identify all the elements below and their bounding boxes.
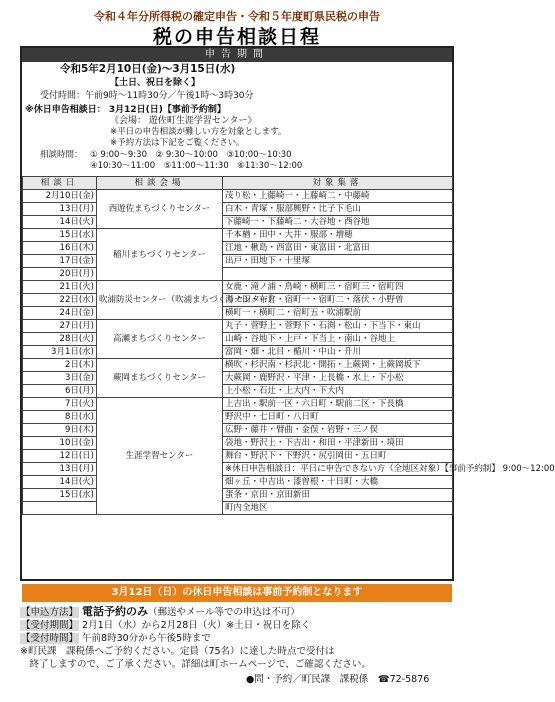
row-venue: 生涯学習センター <box>97 398 223 515</box>
footer-note-2: 終了しますので、ご了承ください。詳細は町ホームページで、ご確認ください。 <box>20 659 371 670</box>
holiday-venue: 《会場： 遊佐町生涯学習センター》 <box>110 116 257 126</box>
row-venue: 蕨岡まちづくりセンター <box>97 359 223 398</box>
row-date: 15日(水) <box>23 489 97 502</box>
row-areas: ※休日申告相談日：平日に申告できない方（全地区対象）【事前予約制】 9:00～12:00 <box>223 463 453 476</box>
table-row <box>23 424 453 437</box>
row-date: 28日(火) <box>23 333 97 346</box>
apply-label: 【申込方法】 <box>21 607 79 618</box>
row-areas: 下藤崎一・下藤崎二・大谷地・西谷地 <box>223 216 453 229</box>
hours-text: 午前8時30分から午後5時まで <box>82 633 211 644</box>
table-row <box>23 502 453 515</box>
row-areas: 茂り松・上藤崎一・上藤崎二・中藤崎 <box>223 190 453 203</box>
table-row <box>23 411 453 424</box>
row-date: 6日(月) <box>23 385 97 398</box>
row-date: 13日(月) <box>23 203 97 216</box>
schedule-table <box>22 176 555 515</box>
row-date: 12日(日) <box>23 450 97 463</box>
row-date <box>23 502 97 515</box>
row-areas: 舞台・野沢下・下野沢・尻引岡田・五日町 <box>223 450 453 463</box>
row-areas: 上小松・石辻・上大内・下大内 <box>223 385 453 398</box>
apply-row <box>20 606 300 619</box>
col-header-areas: 対象集落 <box>223 177 453 190</box>
row-areas: 大蕨岡・鹿野沢・平津・上長橋・水上・下小松 <box>223 372 453 385</box>
period-row <box>20 620 310 632</box>
page-title: 税の申告相談日程 <box>152 26 321 48</box>
footer-note-1: ※町民課 課税係へご予約ください。定員（75名）に達した時点で受付は <box>20 646 335 657</box>
row-date: 2月10日(金) <box>23 190 97 203</box>
row-areas: 畑ヶ丘・中吉出・漆曽根・十日町・大橋 <box>223 476 453 489</box>
table-row <box>23 229 453 242</box>
table-row <box>23 346 453 359</box>
hours-label: 【受付時間】 <box>21 633 79 644</box>
apply-text: 電話予約のみ <box>82 605 149 618</box>
row-date: 3日(金) <box>23 372 97 385</box>
table-row <box>23 307 453 320</box>
period-label: 【受付期間】 <box>21 620 79 631</box>
row-date: 14日(火) <box>23 476 97 489</box>
row-areas: 江地・楸島・西富田・東富田・北富田 <box>223 242 453 255</box>
row-areas <box>223 268 453 281</box>
table-row <box>23 255 453 268</box>
col-header-date: 相談日 <box>23 177 97 190</box>
row-areas: 広野・藤井・臂曲・金俣・岩野・三ノ俣 <box>223 424 453 437</box>
row-areas: 上吉出・駅前一区・六日町・駅前二区・下長橋 <box>223 398 453 411</box>
period-note: 【土日、祝日を除く】 <box>110 78 201 88</box>
row-venue: 稲川まちづくりセンター <box>97 229 223 281</box>
row-areas: 町内全地区 <box>223 502 453 515</box>
holiday-note1: ※平日の申告相談が難しい方を対象とします。 <box>110 127 287 137</box>
period-dates: 令和5年2月10日(金)～3月15日(水) <box>60 63 236 75</box>
table-row <box>23 203 453 216</box>
table-row <box>23 242 453 255</box>
holiday-banner: 3月12日（日）の休日申告相談は事前予約制となります <box>22 584 452 602</box>
row-areas: 女鹿・滝ノ浦・鳥崎・横町三・宿町三・宿町四 <box>223 281 453 294</box>
row-date: 15日(水) <box>23 229 97 242</box>
row-date: 16日(木) <box>23 242 97 255</box>
row-date: 9日(木) <box>23 424 97 437</box>
row-date: 17日(金) <box>23 255 97 268</box>
header-line: 令和４年分所得税の確定申告・令和５年度町県民税の申告 <box>94 10 380 23</box>
row-areas: 湯ノ田・布倉・宿町一・宿町二・落伏・小野曽 <box>223 294 453 307</box>
table-row <box>23 450 453 463</box>
table-row <box>23 489 453 502</box>
table-row <box>23 294 453 307</box>
contact-info: ●問・予約／町民課 課税係 ☎72-5876 <box>246 674 430 685</box>
row-date: 24日(金) <box>23 307 97 320</box>
col-header-venue: 相談会場 <box>97 177 223 190</box>
row-date: 27日(月) <box>23 320 97 333</box>
row-date: 13日(月) <box>23 463 97 476</box>
table-row <box>23 333 453 346</box>
row-areas: 山崎・谷地下・上戸・下当上・南山・谷地上 <box>223 333 453 346</box>
table-row <box>23 268 453 281</box>
row-areas: 富岡・畑・北目・楯川・中山・升川 <box>223 346 453 359</box>
row-areas: 袋地・野沢上・下吉出・和田・平津新田・境田 <box>223 437 453 450</box>
hours-row <box>20 633 211 645</box>
row-date: 2日(木) <box>23 359 97 372</box>
row-areas: 横町一・横町二・宿町五・吹浦駅前 <box>223 307 453 320</box>
table-row <box>23 320 453 333</box>
period-hours: 受付時間：午前9時～11時30分／午後1時～3時30分 <box>40 91 254 101</box>
row-date: 20日(月) <box>23 268 97 281</box>
period-bar: 申告期間 <box>22 48 452 62</box>
row-areas: 丸子・菅野上・菅野下・石渕・松山・下当下・東山 <box>223 320 453 333</box>
table-row <box>23 190 453 203</box>
table-row <box>23 463 453 476</box>
table-row <box>23 216 453 229</box>
row-areas: 蛋条・京田・京田新田 <box>223 489 453 502</box>
row-date: 8日(水) <box>23 411 97 424</box>
holiday-note2: ※予約方法は下記をご覧ください。 <box>110 138 245 148</box>
row-areas: 野沢中・七日町・八日町 <box>223 411 453 424</box>
row-date: 10日(金) <box>23 437 97 450</box>
holiday-title: ※休日申告相談日： 3月12日(日)【事前予約制】 <box>25 105 226 115</box>
holiday-times-2: ④10:30～11:00 ⑤11:00～11:30 ⑥11:30～12:00 <box>90 161 303 171</box>
table-row <box>23 476 453 489</box>
table-row <box>23 398 453 411</box>
holiday-times-1: ① 9:00～9:30 ② 9:30～10:00 ③10:00～10:30 <box>90 150 292 160</box>
row-date: 14日(火) <box>23 216 97 229</box>
row-areas: 横吹・杉沢南・杉沢北・開拓・上蕨岡・上蕨岡坂下 <box>223 359 453 372</box>
row-date: 7日(火) <box>23 398 97 411</box>
period-text: 2月1日（水）から2月28日（火）※土日・祝日を除く <box>82 620 311 631</box>
row-areas: 白木・青塚・服部興野・比子下毛山 <box>223 203 453 216</box>
table-row <box>23 372 453 385</box>
row-date: 21日(火) <box>23 281 97 294</box>
table-row <box>23 359 453 372</box>
row-date: 22日(水) <box>23 294 97 307</box>
table-row <box>23 385 453 398</box>
row-venue: 西遊佐まちづくりセンター <box>97 190 223 229</box>
apply-note: （郵送やメール等での申込は不可） <box>148 607 300 618</box>
table-row <box>23 437 453 450</box>
row-venue: 吹浦防災センター（吹浦まちづくりセンター） <box>97 281 223 320</box>
holiday-times-label: 相談時間： <box>40 150 83 160</box>
row-date: 3月1日(水) <box>23 346 97 359</box>
row-areas: 千本楢・田中・大井・服部・増穂 <box>223 229 453 242</box>
row-areas: 出戸・田地下・十里塚 <box>223 255 453 268</box>
row-venue: 高瀬まちづくりセンター <box>97 320 223 359</box>
table-row <box>23 281 453 294</box>
